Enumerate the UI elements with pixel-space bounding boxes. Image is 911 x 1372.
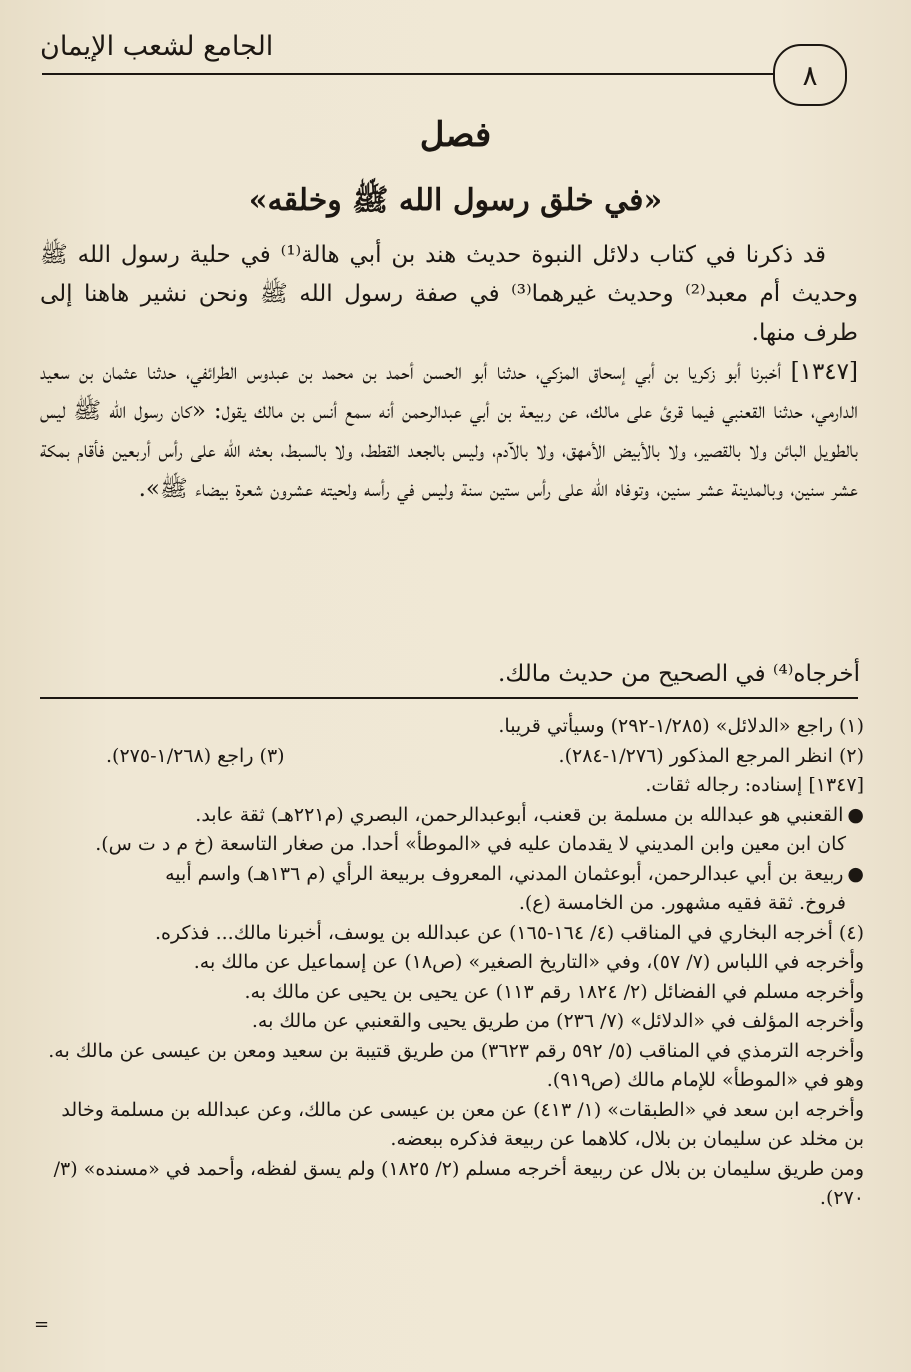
- bullet-icon: ●: [847, 803, 864, 826]
- intro-paragraph: قد ذكرنا في كتاب دلائل النبوة حديث هند بن أبي هالة⁽¹⁾ في حلية رسول الله ﷺ وحديث أم معبد⁽²⁾ وحديث غيرهما⁽³⁾ في صفة رسول الله ﷺ ونحن نشير هاهنا إلى طرف منها.: [40, 242, 859, 346]
- footnote-4-line: وأخرجه ابن سعد في «الطبقات» (١/ ٤١٣) عن معن بن عيسى عن مالك، وعن عبدالله بن مسلمة وخالد بن مخلد عن سليمان بن بلال، كلاهما عن ربيعة فذكره ببعضه.: [61, 1098, 864, 1150]
- running-title: الجامع لشعب الإيمان: [40, 31, 274, 62]
- footnote-4: (٤) أخرجه البخاري في المناقب (٤/ ١٦٤-١٦٥) عن عبدالله بن يوسف، أخبرنا مالك... فذكره.: [154, 921, 864, 944]
- closing-line: أخرجاه⁽⁴⁾ في الصحيح من حديث مالك.: [498, 661, 860, 687]
- narrator-1-continued: كان ابن معين وابن المديني لا يقدمان عليه في «الموطأ» أحدا. من صغار التاسعة (خ م د ت س).: [95, 833, 846, 855]
- hadith-paragraph: [١٣٤٧] أخبرنا أبو زكريا بن أبي إسحاق المزكي، حدثنا أبو الحسن أحمد بن محمد بن عبدوس الطرائفي، حدثنا عثمان بن سعيد الدارمي، حدثنا القعنبي فيما قرئ على مالك، عن ربيعة بن أبي عبدالرحمن أنه سمع أنس بن مالك يقول: «كان رسول الله ﷺ ليس بالطويل البائن ولا بالقصير، ولا بالأبيض الأمهق، ولا بالآدم، وليس بالجعد القطط، ولا بالسبط، بعثه الله على رأس أربعين فأقام بمكة عشر سنين، وبالمدينة عشر سنين، وتوفاه الله على رأس ستين سنة وليس في رأسه ولحيته عشرون شعرة بيضاء ﷺ».: [40, 359, 858, 502]
- narrator-2: ربيعة بن أبي عبدالرحمن، أبوعثمان المدني، المعروف بربيعة الرأي (م ١٣٦هـ) واسم أبيه: [165, 862, 844, 885]
- continuation-mark: =: [34, 1314, 50, 1335]
- footnote-4-line: ومن طريق سليمان بن بلال عن ربيعة أخرجه مسلم (٢/ ١٨٢٥) ولم يسق لفظه، وأحمد في «مسنده» (٣/ ٢٧٠).: [53, 1157, 864, 1209]
- footnotes: [36, 712, 864, 1214]
- footnote-4-line: وأخرجه مسلم في الفضائل (٢/ ١٨٢٤ رقم ١١٣) عن يحيى بن يحيى عن مالك به.: [244, 980, 864, 1003]
- footnote-1: (١) راجع «الدلائل» (١/٢٨٥-٢٩٢) وسيأتي قريبا.: [498, 715, 864, 737]
- footnote-2: (٢) انظر المرجع المذكور (١/٢٧٦-٢٨٤).: [558, 744, 864, 767]
- footnote-rule: [40, 697, 858, 699]
- footnote-4-line: وأخرجه المؤلف في «الدلائل» (٧/ ٢٣٦) من طريق يحيى والقعنبي عن مالك به.: [251, 1010, 864, 1032]
- footnote-4-line: وأخرجه الترمذي في المناقب (٥/ ٥٩٢ رقم ٣٦٢٣) من طريق قتيبة بن سعيد ومعن بن عيسى عن مالك به.: [48, 1039, 864, 1062]
- isnad-label: [١٣٤٧] إسناده: رجاله ثقات.: [645, 774, 864, 796]
- narrator-1: القعنبي هو عبدالله بن مسلمة بن قعنب، أبوعبدالرحمن، البصري (م٢٢١هـ) ثقة عابد.: [195, 803, 844, 826]
- section-title: فصل: [419, 115, 492, 155]
- page-number: ٨: [773, 44, 847, 106]
- header-rule: [42, 73, 774, 75]
- footnote-row: [36, 742, 864, 772]
- footnote-4-line: وهو في «الموطأ» للإمام مالك (ص٩١٩).: [546, 1069, 864, 1091]
- section-subtitle: «في خلق رسول الله ﷺ وخلقه»: [248, 183, 663, 218]
- narrator-note: [36, 801, 864, 831]
- narrator-note: [36, 860, 864, 890]
- footnote-4-line: وأخرجه في اللباس (٧/ ٥٧)، وفي «التاريخ الصغير» (ص١٨) عن إسماعيل عن مالك به.: [193, 951, 864, 973]
- narrator-2-continued: فروخ. ثقة فقيه مشهور. من الخامسة (ع).: [518, 892, 846, 914]
- main-text: [40, 236, 858, 509]
- footnote-3: (٣) راجع (١/٢٦٨-٢٧٥).: [106, 744, 285, 767]
- bullet-icon: ●: [847, 862, 864, 885]
